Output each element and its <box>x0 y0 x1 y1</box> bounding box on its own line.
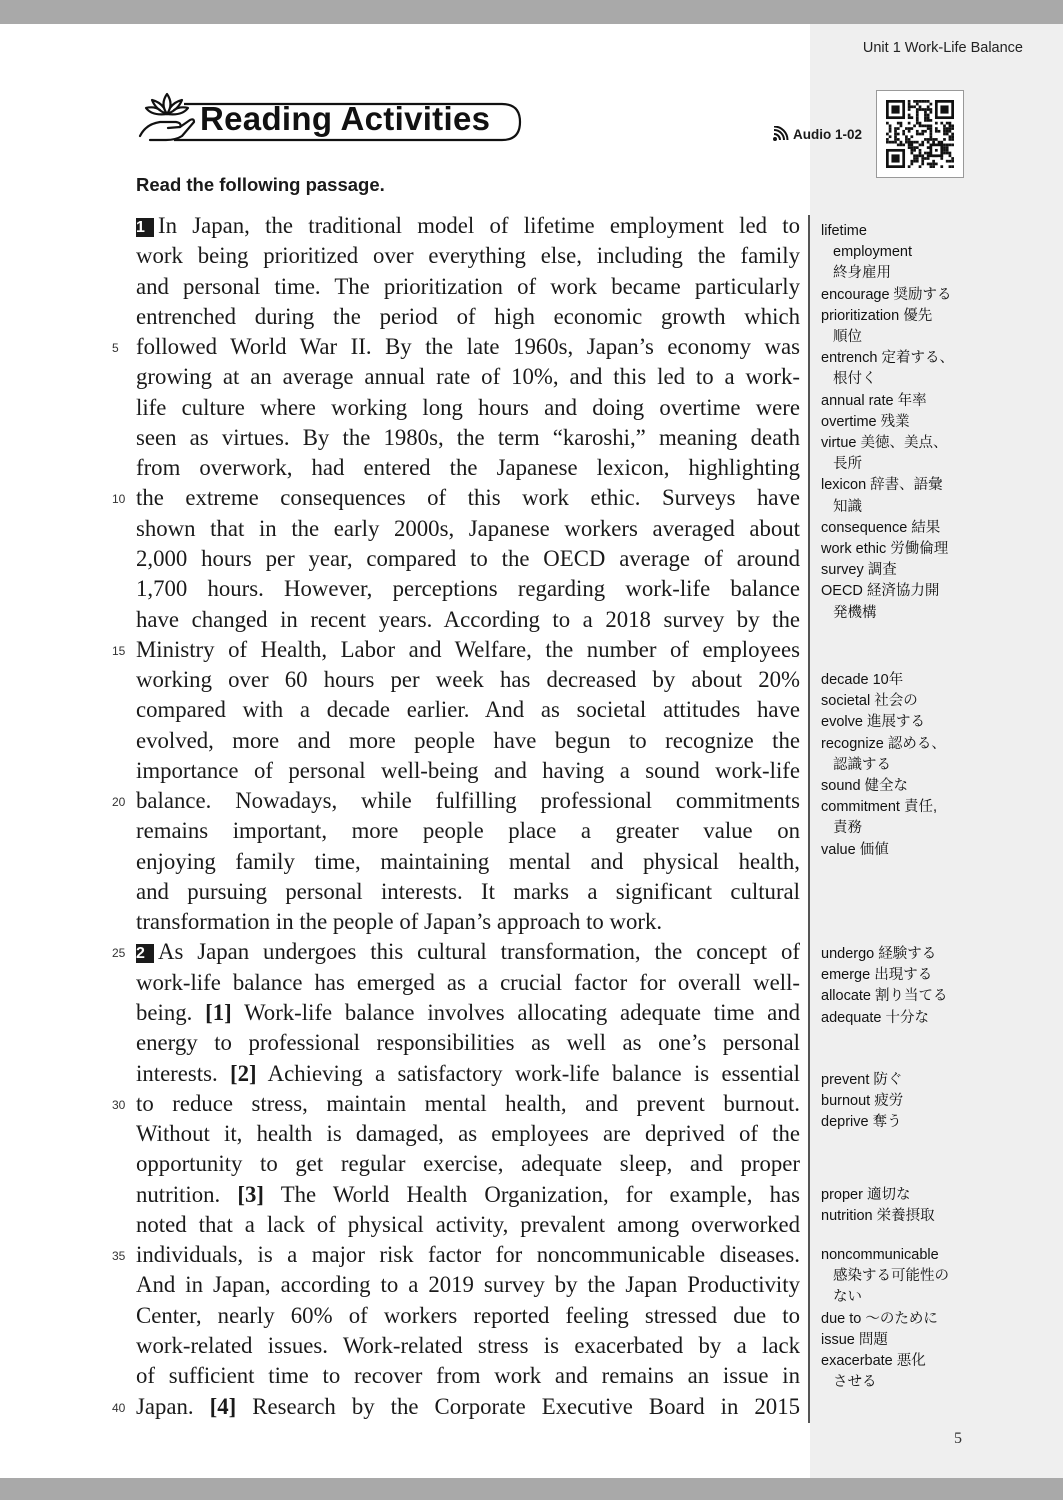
glossary-entry: ない <box>833 1289 862 1306</box>
passage-text: Work-life balance involves allocating adequate time and <box>231 1000 801 1026</box>
glossary-entry: deprive 奪う <box>821 1114 902 1131</box>
passage-line <box>136 483 800 513</box>
passage-line <box>136 816 800 846</box>
glossary-entry: 順位 <box>833 329 862 346</box>
line-number: 5 <box>112 341 119 356</box>
passage-text: being. <box>136 1000 206 1026</box>
glossary-entry: 責務 <box>833 820 862 837</box>
glossary-entry: 終身雇用 <box>833 265 891 282</box>
glossary-entry: recognize 認める、 <box>821 735 946 752</box>
glossary-entry: させる <box>833 1374 877 1391</box>
line-number: 15 <box>112 643 126 658</box>
passage-line <box>136 847 800 877</box>
passage-text: noted that a lack of physical activity, prevalent among overworked <box>136 1211 800 1237</box>
passage-line <box>136 665 800 695</box>
glossary-entry: prioritization 優先 <box>821 307 933 324</box>
passage-text: interests. <box>136 1060 231 1086</box>
lotus-hand-icon <box>136 90 198 146</box>
passage-line <box>136 937 800 967</box>
passage-text: opportunity to get regular exercise, adequate sleep, and proper <box>136 1151 800 1177</box>
passage-text: Ministry of Health, Labor and Welfare, the number of employees <box>136 636 800 662</box>
glossary-entry: commitment 責任, <box>821 799 938 816</box>
passage-text: entrenched during the period of high economic growth which <box>136 303 800 329</box>
glossary-entry: survey 調査 <box>821 562 897 579</box>
paragraph-number: 1 <box>136 218 154 237</box>
passage-text: Research by the Corporate Executive Board in 2015 <box>236 1393 800 1419</box>
passage-line <box>136 786 800 816</box>
glossary-entry: 感染する可能性の <box>833 1268 949 1285</box>
passage-text: The World Health Organization, for example, has <box>263 1181 800 1207</box>
passage-line <box>136 393 800 423</box>
passage-line <box>136 968 800 998</box>
glossary-entry: entrench 定着する、 <box>821 350 954 367</box>
line-number: 40 <box>112 1400 126 1415</box>
passage-text: balance. Nowadays, while fulfilling professional commitments <box>136 788 800 814</box>
glossary-entry: 発機構 <box>833 604 877 621</box>
top-band <box>0 0 1063 24</box>
passage-text: and personal time. The prioritization of work became particularly <box>136 273 800 299</box>
glossary-entry: emerge 出現する <box>821 967 933 984</box>
page-number: 5 <box>954 1430 962 1447</box>
passage-line <box>136 1240 800 1270</box>
passage-line <box>136 635 800 665</box>
passage-text: growing at an average annual rate of 10%, and this led to a work- <box>136 364 800 390</box>
glossary-entry: 根付く <box>833 371 877 388</box>
passage-text: energy to professional responsibilities as well as one’s personal <box>136 1030 800 1056</box>
passage-line <box>136 1361 800 1391</box>
passage-text: compared with a decade earlier. And as societal attitudes have <box>136 697 800 723</box>
passage-text: have changed in recent years. According to a 2018 survey by the <box>136 606 800 632</box>
audio-label[interactable] <box>772 126 862 142</box>
passage-text: Achieving a satisfactory work-life balance is essential <box>256 1060 800 1086</box>
passage-text: Japan. <box>136 1393 210 1419</box>
audio-icon <box>772 126 790 142</box>
passage-line <box>136 756 800 786</box>
glossary-entry: 知識 <box>833 498 862 515</box>
glossary-entry: virtue 美徳、美点、 <box>821 435 948 452</box>
passage-line <box>136 605 800 635</box>
line-number: 10 <box>112 492 126 507</box>
passage-line <box>136 302 800 332</box>
glossary-group-6 <box>821 1245 1021 1393</box>
passage-line <box>136 1028 800 1058</box>
passage-line <box>136 998 800 1028</box>
glossary-entry: overtime 残業 <box>821 413 910 430</box>
passage-text: nutrition. <box>136 1181 238 1207</box>
passage-line <box>136 1331 800 1361</box>
section-header <box>134 90 524 154</box>
glossary-entry: annual rate 年率 <box>821 392 927 409</box>
unit-label: Unit 1 Work-Life Balance <box>862 40 1023 56</box>
qr-code[interactable] <box>876 90 964 178</box>
passage-line <box>136 726 800 756</box>
glossary-entry: prevent 防ぐ <box>821 1072 903 1088</box>
glossary-entry: decade 10年 <box>821 672 904 688</box>
paragraph-number: 2 <box>136 944 154 963</box>
glossary-entry: lifetime <box>821 223 867 239</box>
passage-line <box>136 544 800 574</box>
passage-text: importance of personal well-being and having a sound work-life <box>136 757 800 783</box>
passage-text: work-related issues. Work-related stress is exacerbated by a lack <box>136 1332 800 1358</box>
glossary-entry: encourage 奨励する <box>821 286 952 303</box>
glossary-entry: sound 健全な <box>821 778 909 795</box>
passage-line <box>136 1089 800 1119</box>
passage-text: of sufficient time to recover from work and remains an issue in <box>136 1363 800 1389</box>
glossary-entry: work ethic 労働倫理 <box>821 541 949 558</box>
passage-text: work being prioritized over everything else, including the family <box>136 243 800 269</box>
instruction: Read the following passage. <box>136 174 385 195</box>
passage-line <box>136 211 800 241</box>
passage-line <box>136 241 800 271</box>
passage-text: followed World War II. By the late 1960s, Japan’s economy was <box>136 334 800 360</box>
passage-line <box>136 695 800 725</box>
line-number: 20 <box>112 795 126 810</box>
glossary-entry: adequate 十分な <box>821 1009 930 1026</box>
passage-line <box>136 1270 800 1300</box>
passage-line <box>136 1210 800 1240</box>
passage-text: remains important, more people place a greater value on <box>136 818 800 844</box>
line-number: 30 <box>112 1097 126 1112</box>
glossary-entry: allocate 割り当てる <box>821 988 948 1005</box>
glossary-divider <box>808 215 810 1423</box>
blank-marker: [2] <box>230 1060 257 1086</box>
passage-text: the extreme consequences of this work ethic. Surveys have <box>136 485 800 511</box>
passage-line <box>136 1059 800 1089</box>
passage-text: And in Japan, according to a 2019 survey by the Japan Productivity <box>136 1272 800 1298</box>
passage-text: individuals, is a major risk factor for noncommunicable diseases. <box>136 1242 800 1268</box>
passage-line <box>136 514 800 544</box>
glossary-entry: value 価値 <box>821 841 889 858</box>
line-number: 25 <box>112 946 126 961</box>
passage-line <box>136 907 800 937</box>
glossary-entry: issue 問題 <box>821 1331 888 1348</box>
blank-marker: [1] <box>205 1000 232 1026</box>
glossary-entry: due to 〜のために <box>821 1310 938 1327</box>
glossary-group-1 <box>821 221 1021 624</box>
passage-line <box>136 1149 800 1179</box>
passage-line <box>136 272 800 302</box>
passage-text: 1,700 hours. However, perceptions regarding work-life balance <box>136 576 800 602</box>
glossary-entry: consequence 結果 <box>821 519 941 536</box>
line-number: 35 <box>112 1249 126 1264</box>
passage-text: work-life balance has emerged as a crucial factor for overall well- <box>136 969 800 995</box>
glossary-entry: 長所 <box>833 456 862 473</box>
passage-line <box>136 453 800 483</box>
glossary-entry: nutrition 栄養摂取 <box>821 1208 935 1225</box>
glossary-entry: lexicon 辞書、語彙 <box>821 477 943 494</box>
glossary-entry: undergo 経験する <box>821 946 937 962</box>
passage-text: working over 60 hours per week has decreased by about 20% <box>136 667 800 693</box>
glossary-entry: noncommunicable <box>821 1247 939 1263</box>
passage-line <box>136 1392 800 1422</box>
passage-line <box>136 423 800 453</box>
glossary-entry: proper 適切な <box>821 1187 911 1203</box>
passage-text: evolved, more and more people have begun to recognize the <box>136 727 800 753</box>
glossary-entry: burnout 疲労 <box>821 1093 904 1110</box>
passage-line <box>136 1180 800 1210</box>
passage-line <box>136 362 800 392</box>
glossary-group-4 <box>821 1070 1021 1134</box>
passage-line <box>136 1119 800 1149</box>
glossary-group-3 <box>821 944 1021 1029</box>
passage-line <box>136 574 800 604</box>
passage-line <box>136 877 800 907</box>
passage-line <box>136 332 800 362</box>
passage-text: from overwork, had entered the Japanese lexicon, highlighting <box>136 455 800 481</box>
glossary-entry: exacerbate 悪化 <box>821 1353 926 1370</box>
section-title: Reading Activities <box>200 100 491 137</box>
passage-text: 2,000 hours per year, compared to the OECD average of around <box>136 545 800 571</box>
passage-text: Without it, health is damaged, as employees are deprived of the <box>136 1121 800 1147</box>
passage-text: enjoying family time, maintaining mental and physical health, <box>136 848 800 874</box>
passage-text: and pursuing personal interests. It marks a significant cultural <box>136 878 800 904</box>
bottom-band <box>0 1478 1063 1500</box>
passage-text: seen as virtues. By the 1980s, the term “karoshi,” meaning death <box>136 424 800 450</box>
passage-text: As Japan undergoes this cultural transformation, the concept of <box>158 939 800 965</box>
audio-text: Audio 1-02 <box>793 127 863 142</box>
passage-text: to reduce stress, maintain mental health, and prevent burnout. <box>136 1090 800 1116</box>
glossary-entry: OECD 経済協力開 <box>821 583 940 600</box>
glossary-entry: societal 社会の <box>821 693 918 710</box>
passage-text: life culture where working long hours and doing overtime were <box>136 394 800 420</box>
blank-marker: [4] <box>209 1393 237 1419</box>
glossary-group-5 <box>821 1185 1021 1227</box>
qr-code-icon <box>886 100 954 168</box>
glossary-entry: employment <box>833 244 912 261</box>
passage-text: transformation in the people of Japan’s approach to work. <box>136 909 663 935</box>
glossary-entry: evolve 進展する <box>821 714 925 731</box>
passage-text: In Japan, the traditional model of lifetime employment led to <box>158 213 800 238</box>
blank-marker: [3] <box>237 1181 264 1207</box>
passage-text: Center, nearly 60% of workers reported feeling stressed due to <box>136 1302 800 1328</box>
glossary-entry: 認識する <box>833 756 891 773</box>
passage-text: shown that in the early 2000s, Japanese workers averaged about <box>136 515 800 541</box>
glossary-group-2 <box>821 670 1021 861</box>
passage-line <box>136 1301 800 1331</box>
